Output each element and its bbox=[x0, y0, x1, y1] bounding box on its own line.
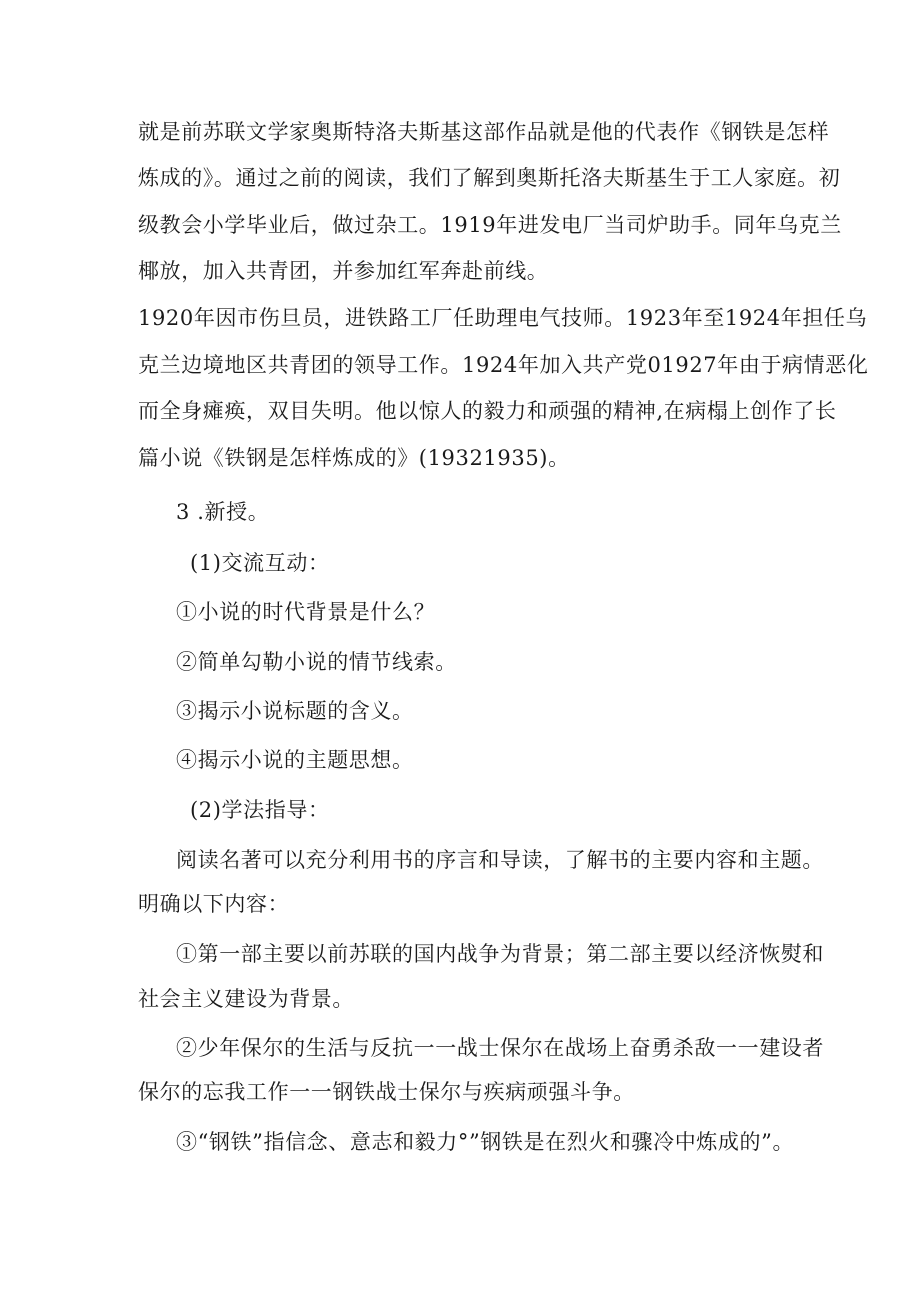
sub1-item-3: ③揭示小说标题的含义。 bbox=[176, 699, 414, 723]
answer-1-line-2: 社会主义建设为背景。 bbox=[138, 987, 354, 1011]
sub2-heading: (2)学法指导： bbox=[190, 798, 330, 822]
intro-line-1: 就是前苏联文学家奥斯特洛夫斯基这部作品就是他的代表作《钢铁是怎样 bbox=[138, 120, 830, 144]
answer-1-line-1: ①第一部主要以前苏联的国内战争为背景；第二部主要以经济恢熨和 bbox=[176, 942, 824, 966]
intro-line-3: 级教会小学毕业后，做过杂工。1919年进发电厂当司炉助手。同年乌克兰 bbox=[138, 213, 842, 237]
section-3-heading: 3 .新授。 bbox=[176, 500, 270, 524]
answer-2-line-2: 保尔的忘我工作一一钢铁战士保尔与疾病顽强斗争。 bbox=[138, 1080, 635, 1104]
sub2-para-line-2: 明确以下内容： bbox=[138, 892, 290, 916]
intro-line-4: 椰放，加入共青团，并参加红军奔赴前线。 bbox=[138, 259, 549, 283]
bio-line-3: 而全身瘫痪，双目失明。他以惊人的毅力和顽强的精神,在病榻上创作了长 bbox=[138, 399, 837, 423]
bio-line-2: 克兰边境地区共青团的领导工作。1924年加入共产党01927年由于病情恶化 bbox=[138, 353, 869, 377]
bio-line-1: 1920年因市伤旦员，进铁路工厂任助理电气技师。1923年至1924年担任乌 bbox=[138, 306, 868, 330]
answer-2-line-1: ②少年保尔的生活与反抗一一战士保尔在战场上奋勇杀敌一一建设者 bbox=[176, 1036, 824, 1060]
bio-line-4: 篇小说《铁钢是怎样炼成的》(19321935)。 bbox=[138, 446, 570, 470]
sub1-item-2: ②简单勾勒小说的情节线索。 bbox=[176, 650, 457, 674]
answer-3-line: ③“钢铁”指信念、意志和毅力°”钢铁是在烈火和骤冷中炼成的”。 bbox=[176, 1130, 795, 1154]
sub1-heading: (1)交流互动： bbox=[190, 551, 330, 575]
sub1-item-1: ①小说的时代背景是什么？ bbox=[176, 600, 436, 624]
sub2-para-line-1: 阅读名著可以充分利用书的序言和导读，了解书的主要内容和主题。 bbox=[176, 848, 824, 872]
sub1-item-4: ④揭示小说的主题思想。 bbox=[176, 748, 414, 772]
intro-line-2: 炼成的》。通过之前的阅读，我们了解到奥斯托洛夫斯基生于工人家庭。初 bbox=[138, 166, 841, 190]
